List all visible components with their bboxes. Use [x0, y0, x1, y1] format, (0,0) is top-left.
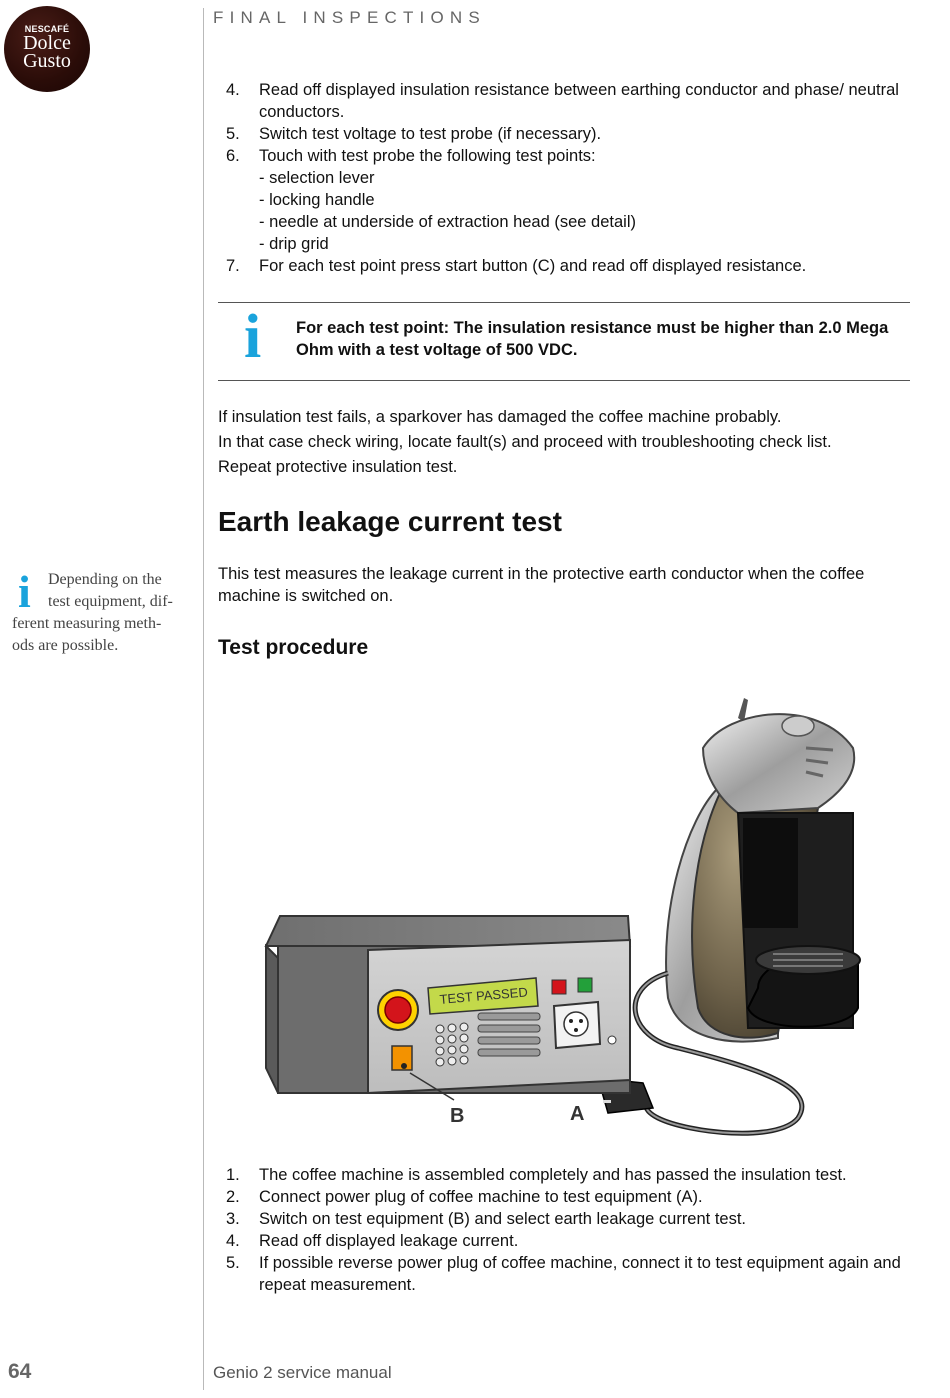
step-text: Switch on test equipment (B) and select earth leakage current test. [259, 1210, 747, 1228]
list-item [218, 145, 918, 255]
step-text: If possible reverse power plug of coffee machine, connect it to test equipment again and repeat measurement. [259, 1254, 901, 1294]
side-note-line: ods are possible. [12, 637, 119, 654]
section-title: FINAL INSPECTIONS [213, 8, 486, 27]
paragraph: In that case check wiring, locate fault(s) and proceed with troubleshooting check list. [218, 433, 832, 451]
step-number: 4. [226, 81, 240, 99]
step-text: Read off displayed leakage current. [259, 1232, 519, 1250]
nescafe-dolce-gusto-logo [4, 6, 90, 92]
step-number: 7. [226, 257, 240, 275]
label-b: B [450, 1105, 465, 1127]
list-item [218, 1230, 918, 1252]
step-text: Read off displayed insulation resistance between earthing conductor and phase/ neutral conductors. [259, 81, 899, 121]
manual-title: Genio 2 service manual [213, 1363, 392, 1382]
steps-top-list [218, 79, 918, 277]
sub-item: - needle at underside of extraction head (see detail) [259, 213, 636, 231]
intro-paragraph: This test measures the leakage current in the protective earth conductor when the coffee machine is switched on. [218, 565, 865, 605]
list-item [218, 1164, 918, 1186]
page-number: 64 [8, 1360, 32, 1383]
section-heading: Earth leakage current test [218, 506, 562, 537]
info-icon: i [244, 303, 262, 371]
step-number: 4. [226, 1232, 240, 1250]
step-number: 2. [226, 1188, 240, 1206]
step-text: For each test point press start button (C) and read off displayed resistance. [259, 257, 807, 275]
list-item [218, 123, 918, 145]
step-number: 5. [226, 1254, 240, 1272]
side-note-line: test equipment, dif- [48, 593, 173, 610]
side-note-line: Depending on the [48, 571, 162, 588]
steps-bottom-list [218, 1164, 918, 1296]
info-icon: i [18, 566, 31, 617]
step-number: 5. [226, 125, 240, 143]
info-note-text: For each test point: The insulation resistance must be higher than 2.0 Mega Ohm with a test voltage of 500 VDC. [296, 319, 889, 359]
display-text: TEST PASSED [438, 984, 529, 1007]
test-setup-illustration [258, 688, 880, 1138]
logo-line1: Dolce [23, 32, 71, 54]
subheading: Test procedure [218, 636, 369, 659]
label-a: A [570, 1103, 585, 1125]
side-note-line: ferent measuring meth- [12, 615, 162, 632]
list-item [218, 1186, 918, 1208]
list-item [218, 255, 918, 277]
coffee-machine [666, 698, 860, 1042]
test-equipment [266, 916, 630, 1093]
sub-item: - locking handle [259, 191, 375, 209]
step-text: Touch with test probe the following test points: [259, 147, 596, 165]
side-note [12, 566, 192, 657]
step-number: 6. [226, 147, 240, 165]
step-number: 3. [226, 1210, 240, 1228]
sub-item: - drip grid [259, 235, 329, 253]
margin-divider [203, 8, 204, 1390]
test-setup-figure [258, 688, 880, 1138]
paragraph: If insulation test fails, a sparkover has damaged the coffee machine probably. [218, 408, 782, 426]
paragraph: Repeat protective insulation test. [218, 458, 458, 476]
list-item [218, 1252, 918, 1296]
logo-brand: NESCAFÉ [24, 24, 70, 34]
logo-line2: Gusto [23, 50, 71, 72]
step-number: 1. [226, 1166, 240, 1184]
sub-item: - selection lever [259, 169, 375, 187]
step-text: Connect power plug of coffee machine to test equipment (A). [259, 1188, 703, 1206]
note-bottom-rule [218, 380, 910, 381]
list-item [218, 1208, 918, 1230]
step-text: The coffee machine is assembled completely and has passed the insulation test. [259, 1166, 847, 1184]
note-top-rule [218, 302, 910, 303]
list-item [218, 79, 918, 123]
step-text: Switch test voltage to test probe (if necessary). [259, 125, 602, 143]
